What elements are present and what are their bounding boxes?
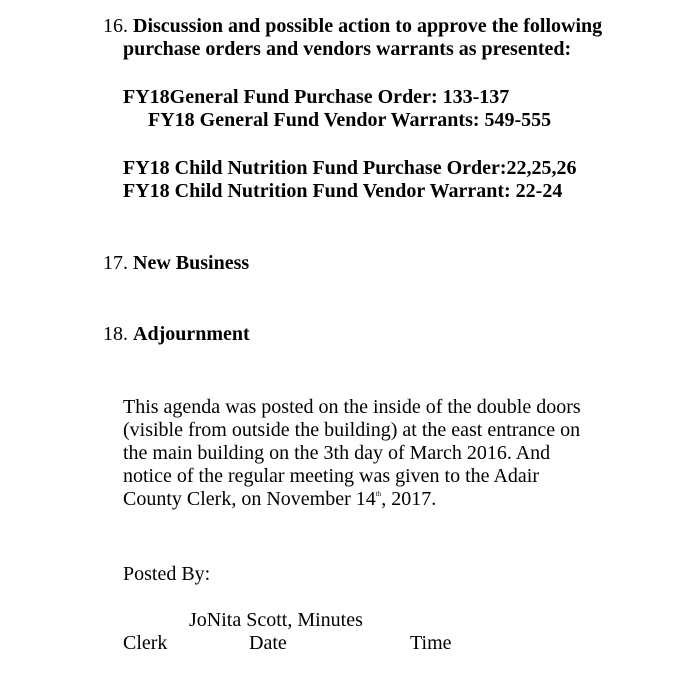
date-label: Date xyxy=(249,632,287,654)
child-nutrition-vw-text: FY18 Child Nutrition Fund Vendor Warrant: 22-24 xyxy=(123,180,563,202)
item-17-heading-text: New Business xyxy=(133,252,250,274)
item-17-heading xyxy=(103,252,249,275)
general-fund-vendor-warrants xyxy=(148,109,551,132)
signer-name: JoNita Scott, Minutes xyxy=(189,609,363,631)
notice-line: the main building on the 3th day of March 2016. And xyxy=(123,442,551,464)
notice-line-text-end: , 2017. xyxy=(381,488,437,510)
notice-line: This agenda was posted on the inside of the double doors xyxy=(123,396,581,418)
clerk-label: Clerk xyxy=(123,632,168,654)
time-label: Time xyxy=(410,632,452,654)
general-fund-po-text: FY18General Fund Purchase Order: 133-137 xyxy=(123,86,510,108)
item-18-heading-text: Adjournment xyxy=(133,323,250,345)
child-nutrition-po-text: FY18 Child Nutrition Fund Purchase Order:22,25,26 xyxy=(123,157,577,179)
notice-line xyxy=(123,488,623,511)
posted-by-label: Posted By: xyxy=(123,563,211,585)
child-nutrition-purchase-order xyxy=(123,157,577,180)
general-fund-vw-text: FY18 General Fund Vendor Warrants: 549-555 xyxy=(148,109,552,131)
general-fund-purchase-order xyxy=(123,86,509,109)
item-17-number: 17. xyxy=(103,252,128,274)
item-16-heading-text: Discussion and possible action to approve the following xyxy=(133,15,603,37)
ordinal-suffix: th xyxy=(375,490,382,498)
item-18-number: 18. xyxy=(103,323,128,345)
item-16-number: 16. xyxy=(103,15,128,37)
child-nutrition-vendor-warrant xyxy=(123,180,562,203)
notice-line: notice of the regular meeting was given to the Adair xyxy=(123,465,539,487)
item-16-heading-line2 xyxy=(123,38,571,61)
posting-notice-paragraph xyxy=(123,396,623,511)
item-16-heading-line1 xyxy=(103,15,602,38)
item-18-heading xyxy=(103,323,250,346)
notice-line-text: County Clerk, on November 14 xyxy=(123,488,376,510)
notice-line: (visible from outside the building) at the east entrance on xyxy=(123,419,581,441)
item-16-heading-text-2: purchase orders and vendors warrants as presented: xyxy=(123,38,572,60)
